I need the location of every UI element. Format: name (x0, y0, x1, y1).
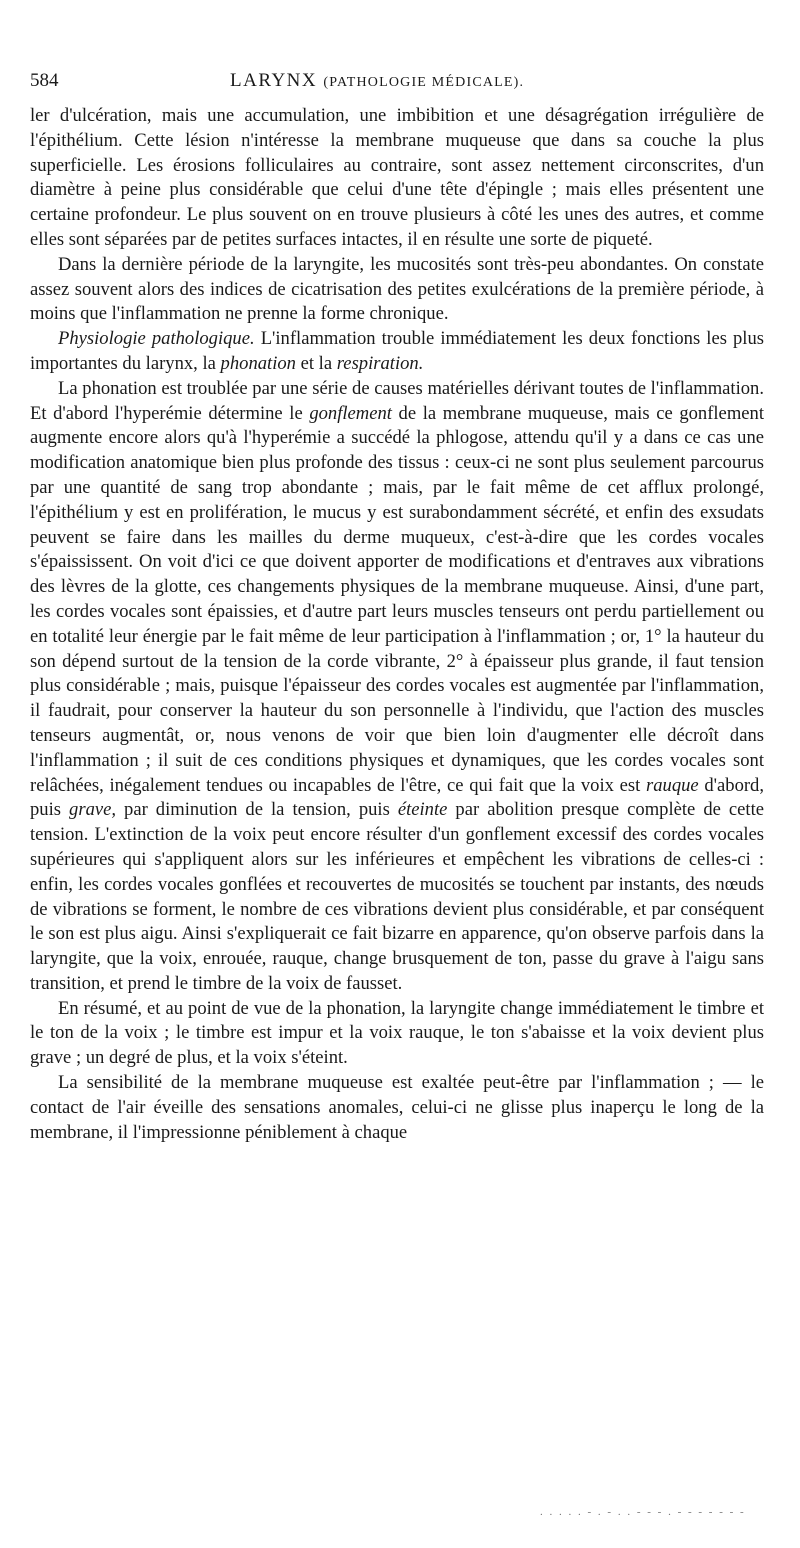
paragraph (30, 377, 764, 997)
paragraph (30, 997, 764, 1071)
footer-rule: . . . . . - . - . . - - - . - - - - - - - (540, 1506, 746, 1518)
paragraph-text: Dans la dernière période de la laryngite, les mucosités sont très-peu abondantes. On constate assez souvent alors des indices de cicatrisation des petites exulcérations de la première période, à moins que l'inflammation ne prenne la forme chronique. (30, 253, 764, 325)
italic-text: rauque (645, 774, 699, 796)
italic-text: phonation (220, 352, 296, 374)
paragraph-text: L'inflammation trouble immédiatement les deux fonctions les plus importantes du larynx, la (30, 328, 764, 374)
paragraph-text: d'abord, puis (30, 774, 765, 821)
page-number: 584 (30, 70, 59, 91)
italic-text: éteinte (397, 799, 448, 821)
running-head (230, 70, 524, 92)
paragraph-text: de la membrane muqueuse, mais ce gonflement augmente encore alors qu'à l'hyperémie a succédé la phlogose, attendu qu'il y a dans ce cas une modification anatomique bien plus profonde des tissus : ceux-ci ne sont plus seulement parcourus par une quantité de sang trop abondante ; mais, par le fait même de cet afflux prolongé, l'épithélium y est en prolifération, le mucus y est surabondamment sécrété, et enfin des exsudats peuvent se faire dans les mailles du derme muqueux, c'est-à-dire que les cordes vocales s'épaississent. On voit d'ici ce que doivent apporter de modifications et d'entraves aux vibrations des lèvres de la glotte, ces changements physiques de la membrane muqueuse. Ainsi, d'une part, les cordes vocales sont épaissies, et d'autre part leurs muscles tenseurs ont perdu partiellement ou en totalité leur énergie par le fait même de leur participation à l'inflammation ; or, 1° la hauteur du son dépend surtout de la tension de la corde vibrante, 2° à épaisseur plus grande, il faut tension plus considérable ; mais, puisque l'épaisseur des cordes vocales est augmentée par l'inflammation, il faudrait, pour conserver la hauteur du son personnelle à l'individu, que l'action des muscles tenseurs augmentât, or, nous venons de voir que bien loin d'augmenter elle décroît dans l'inflammation ; il suit de ces conditions physiques et dynamiques, que les cordes vocales sont relâchées, inégalement tendues ou incapables de l'être, ce qui fait que la voix est (30, 402, 764, 796)
italic-text: respiration. (336, 352, 424, 374)
italic-text: grave, (69, 799, 117, 821)
paragraph-text: La sensibilité de la membrane muqueuse est exaltée peut-être par l'inflammation ; — le contact de l'air éveille des sensations anomales, celui-ci ne glisse plus inaperçu le long de la membrane, il l'impressionne péniblement à chaque (30, 1072, 764, 1143)
italic-text: gonflement (309, 402, 392, 424)
paragraph-text: En résumé, et au point de vue de la phonation, la laryngite change immédiatement le timbre et le ton de la voix ; le timbre est impur et la voix rauque, le ton s'abaisse et la voix devient plus grave ; un degré de plus, et la voix s'éteint. (30, 997, 764, 1069)
paragraph (30, 1071, 764, 1145)
paragraph-text: La phonation est troublée par une série de causes matérielles dérivant toutes de l'inflammation. Et d'abord l'hyperémie détermine le (30, 377, 764, 424)
paragraph (30, 253, 764, 327)
running-head-title: LARYNX (230, 70, 318, 91)
page-header (30, 70, 764, 104)
italic-text: Physiologie pathologique. (58, 328, 255, 350)
paragraph-text: ler d'ulcération, mais une accumulation, une imbibition et une désagrégation irrégulière de l'épithélium. Cette lésion n'intéresse la membrane muqueuse que dans sa couche la plus superficielle. Les érosions folliculaires au contraire, sont assez nettement circonscrites, d'un diamètre à peine plus considérable que celui d'une tête d'épingle ; mais elles présentent une certaine profondeur. Le plus souvent on en trouve plusieurs à côté les unes des autres, et comme elles sont séparées par de petites surfaces intactes, il en résulte une sorte de piqueté. (30, 105, 764, 250)
paragraph (30, 104, 764, 253)
running-head-subtitle: (PATHOLOGIE MÉDICALE). (323, 75, 525, 90)
paragraph-text: par abolition presque complète de cette tension. L'extinction de la voix peut encore résulter d'un gonflement excessif des cordes vocales supérieures qui s'appliquent alors sur les inférieures et empêchent les vibrations de celles-ci : enfin, les cordes vocales gonflées et recouvertes de mucosités se touchent par instants, des nœuds de vibrations se forment, le nombre de ces vibrations devient plus considérable, et par conséquent le son est plus aigu. Ainsi s'expliquerait ce fait bizarre en apparence, qu'on observe parfois dans la laryngite, que la voix, enrouée, rauque, change brusquement de ton, passe du grave à l'aigu sans transition, et prend le timbre de la voix de fausset. (30, 799, 764, 994)
paragraph (30, 327, 764, 377)
paragraph-text: et la (295, 352, 337, 374)
body-text (30, 104, 764, 1145)
paragraph-text: par diminution de la tension, puis (116, 799, 398, 821)
